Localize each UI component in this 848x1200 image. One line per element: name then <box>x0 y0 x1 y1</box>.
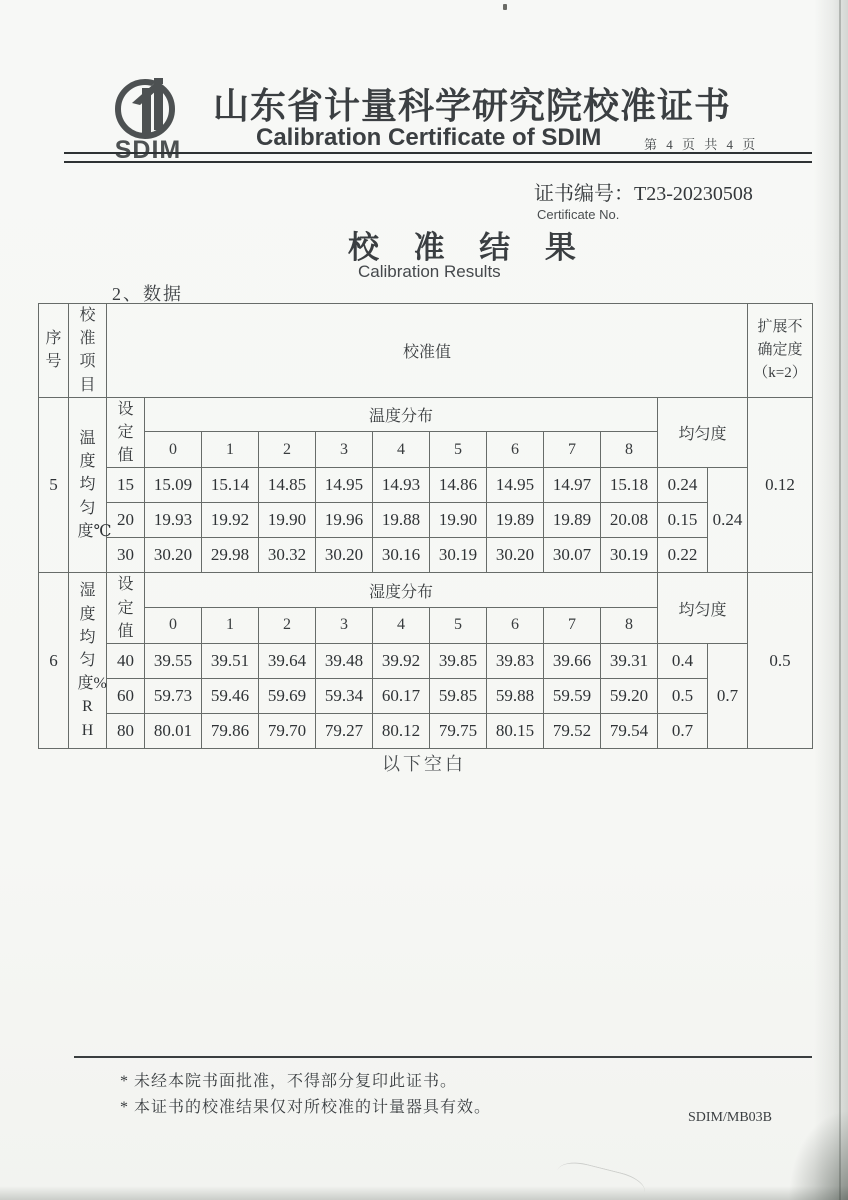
table-row <box>39 713 813 748</box>
value-cell: 19.96 <box>316 503 373 538</box>
value-cell: 39.66 <box>544 643 601 678</box>
section6-item: 湿度均匀度%RH <box>69 573 107 749</box>
value-cell: 79.75 <box>430 713 487 748</box>
value-cell: 80.01 <box>145 713 202 748</box>
certificate-number-label-en: Certificate No. <box>537 207 620 222</box>
value-cell: 39.83 <box>487 643 544 678</box>
section-title-en: Calibration Results <box>358 262 501 281</box>
point-index: 8 <box>601 432 658 468</box>
value-cell: 30.19 <box>601 538 658 573</box>
value-cell: 14.95 <box>316 468 373 503</box>
paper-right-shadow <box>814 0 848 1200</box>
value-cell: 59.69 <box>259 678 316 713</box>
paper-edge-line <box>839 0 841 1200</box>
value-cell: 39.64 <box>259 643 316 678</box>
section6-setvalue-header: 设定值 <box>107 573 145 644</box>
value-cell: 19.88 <box>373 503 430 538</box>
value-cell: 79.70 <box>259 713 316 748</box>
value-cell: 39.51 <box>202 643 259 678</box>
value-cell: 19.89 <box>487 503 544 538</box>
point-index: 2 <box>259 608 316 644</box>
footer-divider <box>74 1056 812 1058</box>
value-cell: 79.52 <box>544 713 601 748</box>
set-value-cell: 80 <box>107 713 145 748</box>
page-title-cn: 山东省计量科学研究院校准证书 <box>213 86 732 126</box>
max-uniformity-cell: 0.7 <box>708 643 748 748</box>
value-cell: 14.93 <box>373 468 430 503</box>
value-cell: 14.97 <box>544 468 601 503</box>
calibration-results-table <box>38 303 813 749</box>
value-cell: 30.20 <box>145 538 202 573</box>
value-cell: 29.98 <box>202 538 259 573</box>
point-index: 7 <box>544 608 601 644</box>
table-row <box>39 678 813 713</box>
footnote-2: * 本证书的校准结果仅对所校准的计量器具有效。 <box>120 1099 492 1116</box>
section5-uniformity-header: 均匀度 <box>658 397 748 468</box>
col-header-item: 校准项目 <box>69 304 107 398</box>
value-cell: 39.48 <box>316 643 373 678</box>
paper-bottom-shadow <box>0 1186 848 1200</box>
value-cell: 79.86 <box>202 713 259 748</box>
section6-distribution-header: 湿度分布 <box>145 573 658 608</box>
sdim-logo-text: SDIM <box>114 136 182 164</box>
section6-uniformity-header: 均匀度 <box>658 573 748 644</box>
value-cell: 30.32 <box>259 538 316 573</box>
data-section-label: 2、数据 <box>112 284 183 304</box>
value-cell: 39.92 <box>373 643 430 678</box>
uniformity-cell: 0.24 <box>658 468 708 503</box>
uniformity-cell: 0.15 <box>658 503 708 538</box>
section-title-cn: 校 准 结 果 <box>348 230 589 265</box>
value-cell: 79.27 <box>316 713 373 748</box>
value-cell: 59.85 <box>430 678 487 713</box>
set-value-cell: 60 <box>107 678 145 713</box>
value-cell: 80.15 <box>487 713 544 748</box>
value-cell: 30.20 <box>487 538 544 573</box>
value-cell: 59.88 <box>487 678 544 713</box>
value-cell: 19.90 <box>259 503 316 538</box>
scan-speck <box>503 4 507 10</box>
value-cell: 59.73 <box>145 678 202 713</box>
point-index: 5 <box>430 608 487 644</box>
uniformity-cell: 0.22 <box>658 538 708 573</box>
section5-setvalue-header: 设定值 <box>107 397 145 468</box>
point-index: 6 <box>487 608 544 644</box>
value-cell: 19.89 <box>544 503 601 538</box>
table-row <box>39 538 813 573</box>
set-value-cell: 20 <box>107 503 145 538</box>
header-divider <box>64 152 812 163</box>
point-index: 2 <box>259 432 316 468</box>
point-index: 1 <box>202 432 259 468</box>
uniformity-cell: 0.4 <box>658 643 708 678</box>
blank-below-note: 以下空白 <box>382 754 466 774</box>
value-cell: 19.93 <box>145 503 202 538</box>
value-cell: 80.12 <box>373 713 430 748</box>
point-index: 6 <box>487 432 544 468</box>
certificate-number: 证书编号：T23-20230508 <box>534 183 753 205</box>
uniformity-cell: 0.5 <box>658 678 708 713</box>
table-row <box>39 503 813 538</box>
set-value-cell: 40 <box>107 643 145 678</box>
value-cell: 14.86 <box>430 468 487 503</box>
table-row <box>39 643 813 678</box>
point-index: 7 <box>544 432 601 468</box>
value-cell: 14.95 <box>487 468 544 503</box>
point-index: 0 <box>145 432 202 468</box>
value-cell: 60.17 <box>373 678 430 713</box>
set-value-cell: 15 <box>107 468 145 503</box>
set-value-cell: 30 <box>107 538 145 573</box>
section5-item: 温度均匀度℃ <box>69 397 107 573</box>
page-number: 第 4 页 共 4 页 <box>644 137 759 152</box>
point-index: 3 <box>316 608 373 644</box>
value-cell: 59.20 <box>601 678 658 713</box>
point-index: 3 <box>316 432 373 468</box>
section5-expanded-uncertainty: 0.12 <box>748 397 813 573</box>
col-header-seq: 序号 <box>39 304 69 398</box>
value-cell: 15.18 <box>601 468 658 503</box>
value-cell: 79.54 <box>601 713 658 748</box>
page-title-en: Calibration Certificate of SDIM <box>256 124 602 151</box>
value-cell: 14.85 <box>259 468 316 503</box>
value-cell: 39.85 <box>430 643 487 678</box>
value-cell: 59.59 <box>544 678 601 713</box>
value-cell: 59.46 <box>202 678 259 713</box>
value-cell: 15.14 <box>202 468 259 503</box>
value-cell: 19.92 <box>202 503 259 538</box>
uniformity-cell: 0.7 <box>658 713 708 748</box>
form-number: SDIM/MB03B <box>688 1110 773 1125</box>
sdim-logo-icon <box>112 76 184 142</box>
point-index: 4 <box>373 608 430 644</box>
max-uniformity-cell: 0.24 <box>708 468 748 573</box>
value-cell: 15.09 <box>145 468 202 503</box>
point-index: 8 <box>601 608 658 644</box>
value-cell: 59.34 <box>316 678 373 713</box>
point-index: 0 <box>145 608 202 644</box>
point-index: 5 <box>430 432 487 468</box>
value-cell: 30.20 <box>316 538 373 573</box>
point-index: 4 <box>373 432 430 468</box>
section6-expanded-uncertainty: 0.5 <box>748 573 813 749</box>
col-header-value: 校准值 <box>107 304 748 398</box>
paper-corner-shadow <box>788 1110 848 1200</box>
section6-seq: 6 <box>39 573 69 749</box>
footnote-1: * 未经本院书面批准，不得部分复印此证书。 <box>120 1073 458 1090</box>
point-index: 1 <box>202 608 259 644</box>
value-cell: 30.19 <box>430 538 487 573</box>
col-header-uncertainty: 扩展不 确定度 （k=2） <box>748 304 813 398</box>
section5-seq: 5 <box>39 397 69 573</box>
value-cell: 30.16 <box>373 538 430 573</box>
value-cell: 20.08 <box>601 503 658 538</box>
value-cell: 39.55 <box>145 643 202 678</box>
value-cell: 30.07 <box>544 538 601 573</box>
value-cell: 19.90 <box>430 503 487 538</box>
section5-distribution-header: 温度分布 <box>145 397 658 432</box>
table-row <box>39 468 813 503</box>
value-cell: 39.31 <box>601 643 658 678</box>
